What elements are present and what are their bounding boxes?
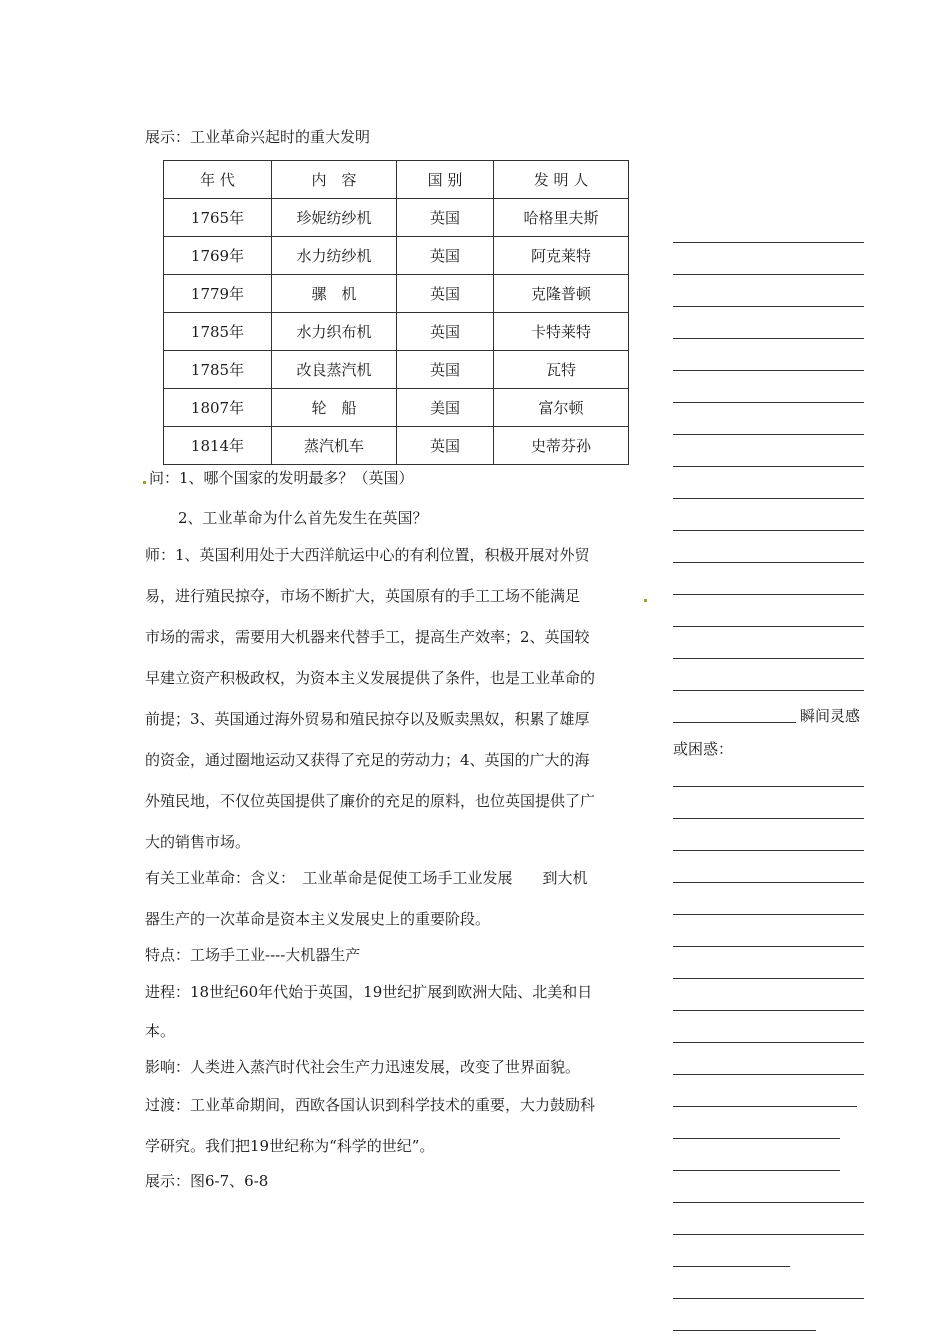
margin-writing-line [673,306,864,307]
table-header-row [164,161,629,199]
table-cell: 珍妮纺纱机 [272,199,397,237]
question-1: 问：1、哪个国家的发明最多？（英国） [149,469,414,487]
header-cell: 国 别 [397,161,494,199]
margin-writing-line [673,1330,816,1331]
table-cell: 英国 [397,199,494,237]
header-cell: 年 代 [164,161,272,199]
margin-writing-line [673,658,864,659]
table-cell: 阿克莱特 [494,237,629,275]
teacher-line: 师：1、英国利用处于大西洋航运中心的有利位置，积极开展对外贸 [145,546,590,564]
table-row [164,427,629,465]
margin-writing-line [673,338,864,339]
table-cell: 英国 [397,427,494,465]
margin-dot [644,599,647,602]
table-cell: 富尔顿 [494,389,629,427]
inventions-table [163,160,629,465]
progress-line: 进程：18世纪60年代始于英国，19世纪扩展到欧洲大陆、北美和日 [145,983,593,1001]
progress-line: 本。 [145,1022,176,1040]
table-cell: 英国 [397,237,494,275]
teacher-line: 市场的需求，需要用大机器来代替手工，提高生产效率；2、英国较 [145,628,590,646]
margin-writing-line [673,274,864,275]
margin-writing-line [673,1138,840,1139]
table-cell: 蒸汽机车 [272,427,397,465]
margin-note: 瞬间灵感 [800,707,861,725]
table-cell: 改良蒸汽机 [272,351,397,389]
margin-writing-line [673,818,864,819]
margin-writing-line [673,786,864,787]
margin-writing-line [673,1106,857,1107]
table-cell: 水力纺纱机 [272,237,397,275]
table-cell: 英国 [397,275,494,313]
margin-writing-line [673,242,864,243]
transition-line: 学研究。我们把19世纪称为“科学的世纪”。 [145,1137,435,1155]
table-cell: 瓦特 [494,351,629,389]
meaning-line: 有关工业革命：含义： 工业革命是促使工场手工业发展 到大机 [145,869,588,887]
margin-writing-line [673,946,864,947]
margin-writing-line [673,1298,864,1299]
table-cell: 美国 [397,389,494,427]
table-cell: 1779年 [164,275,272,313]
table-cell: 英国 [397,313,494,351]
table-row [164,275,629,313]
header-cell: 内 容 [272,161,397,199]
meaning-line: 器生产的一次革命是资本主义发展史上的重要阶段。 [145,910,491,928]
table-row [164,389,629,427]
margin-writing-line [673,370,864,371]
margin-writing-line [673,402,864,403]
margin-writing-line [673,1202,864,1203]
margin-writing-line [673,882,864,883]
margin-writing-line [673,978,864,979]
header-cell: 发 明 人 [494,161,629,199]
intro-line: 展示：工业革命兴起时的重大发明 [145,128,371,146]
margin-writing-line [673,498,864,499]
table-cell: 卡特莱特 [494,313,629,351]
margin-writing-line [673,690,864,691]
table-cell: 骡 机 [272,275,397,313]
table-cell: 克隆普顿 [494,275,629,313]
margin-writing-line [673,594,864,595]
table-cell: 1814年 [164,427,272,465]
margin-writing-line [673,434,864,435]
feature-line: 特点：工场手工业----大机器生产 [145,946,361,964]
margin-writing-line [673,1074,864,1075]
margin-writing-line [673,914,864,915]
margin-writing-line [673,1010,864,1011]
teacher-line: 的资金，通过圈地运动又获得了充足的劳动力；4、英国的广大的海 [145,751,590,769]
teacher-line: 早建立资产积极政权，为资本主义发展提供了条件，也是工业革命的 [145,669,596,687]
show-line: 展示：图6-7、6-8 [145,1172,269,1190]
table-row [164,237,629,275]
margin-writing-line [673,562,864,563]
margin-writing-line [673,722,796,723]
margin-writing-line [673,626,864,627]
margin-writing-line [673,1266,790,1267]
table-cell: 1769年 [164,237,272,275]
table-row [164,313,629,351]
table-cell: 1765年 [164,199,272,237]
teacher-line: 外殖民地，不仅位英国提供了廉价的充足的原料，也位英国提供了广 [145,792,596,810]
impact-line: 影响：人类进入蒸汽时代社会生产力迅速发展，改变了世界面貌。 [145,1058,581,1076]
table-cell: 轮 船 [272,389,397,427]
margin-writing-line [673,1234,864,1235]
margin-writing-line [673,466,864,467]
teacher-line: 易，进行殖民掠夺，市场不断扩大，英国原有的手工工场不能满足 [145,587,581,605]
table-row [164,351,629,389]
table-cell: 1785年 [164,351,272,389]
margin-writing-line [673,850,864,851]
question-2: 2、工业革命为什么首先发生在英国？ [178,509,428,527]
table-cell: 哈格里夫斯 [494,199,629,237]
table-cell: 1785年 [164,313,272,351]
table-cell: 英国 [397,351,494,389]
margin-dot [143,481,146,484]
margin-writing-line [673,530,864,531]
teacher-line: 前提；3、英国通过海外贸易和殖民掠夺以及贩卖黑奴，积累了雄厚 [145,710,590,728]
table-cell: 史蒂芬孙 [494,427,629,465]
teacher-line: 大的销售市场。 [145,833,251,851]
transition-line: 过渡：工业革命期间，西欧各国认识到科学技术的重要，大力鼓励科 [145,1096,596,1114]
table-cell: 水力织布机 [272,313,397,351]
margin-writing-line [673,1170,840,1171]
table-cell: 1807年 [164,389,272,427]
table-row [164,199,629,237]
margin-writing-line [673,1042,864,1043]
margin-note: 或困惑： [673,740,734,758]
